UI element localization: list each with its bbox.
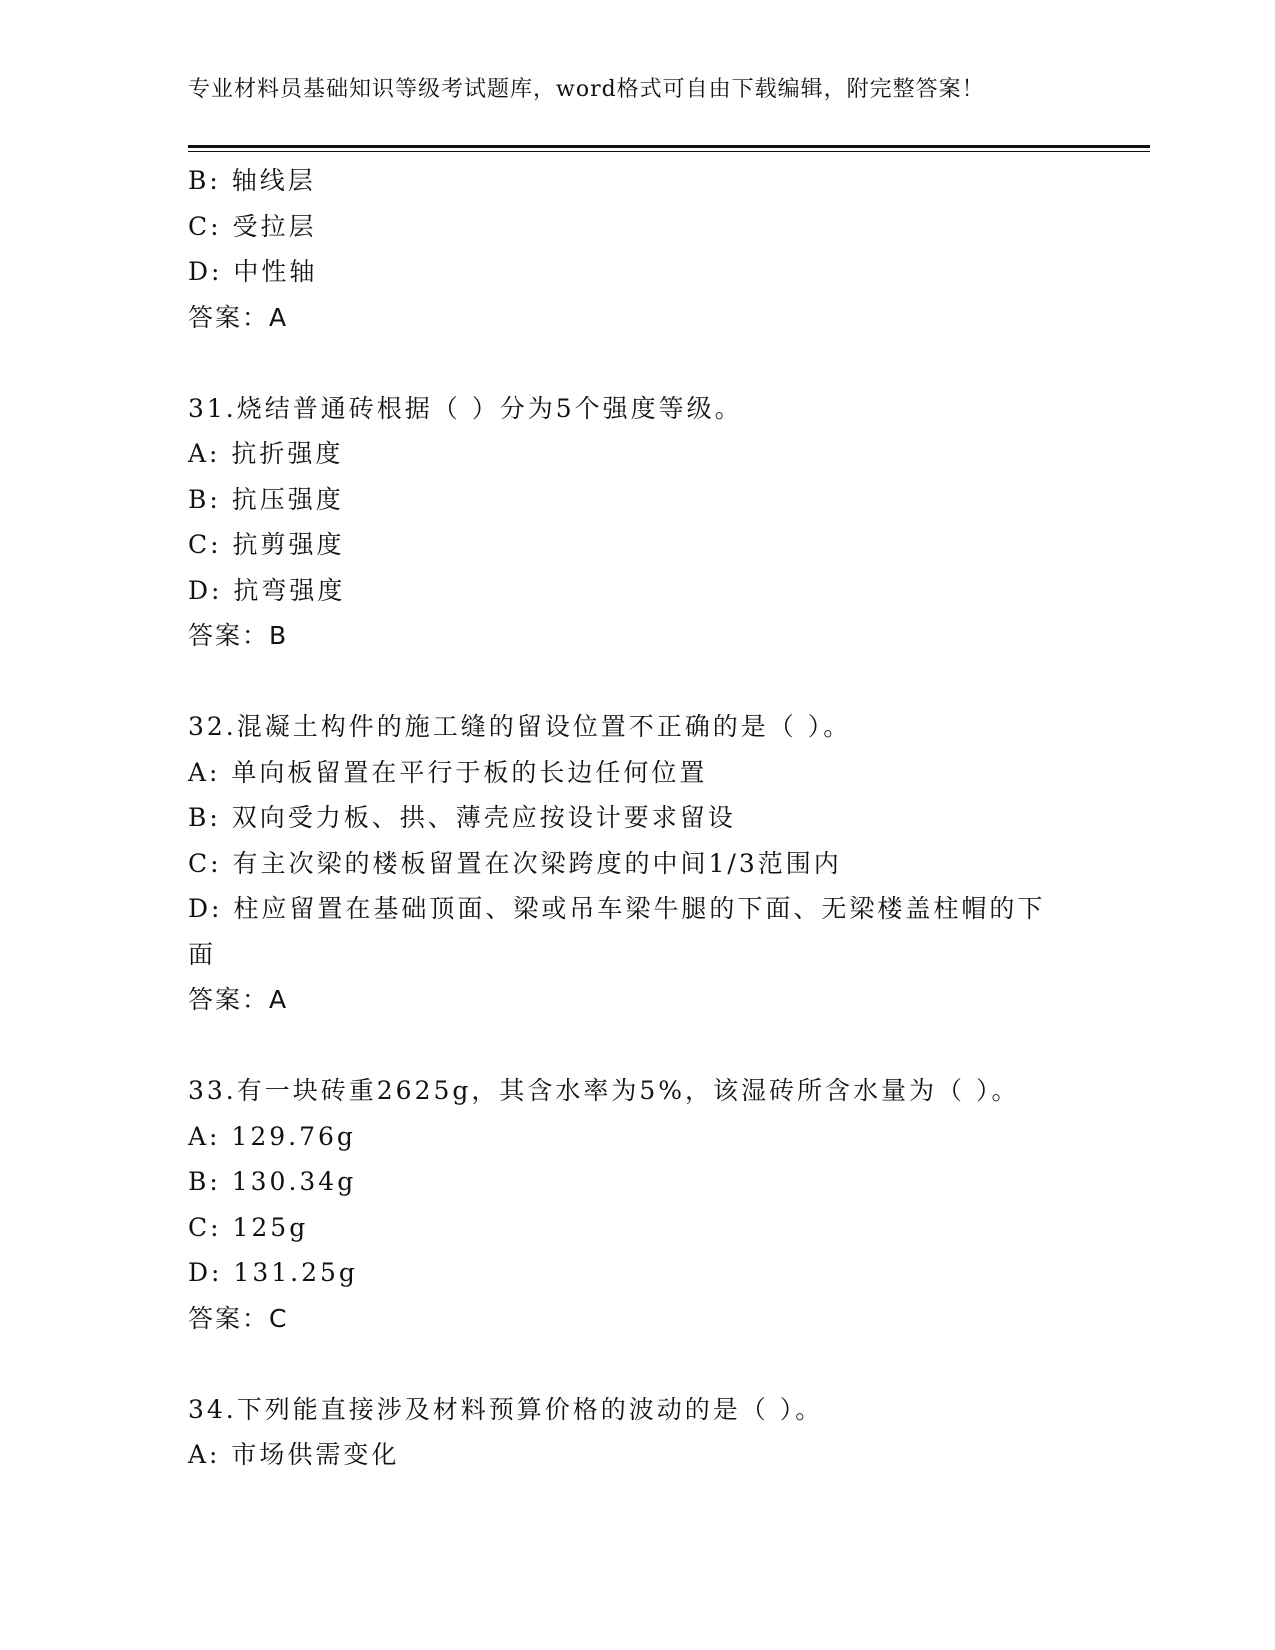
answer-line: 答案：C <box>188 1303 289 1333</box>
option-b: B: 双向受力板、拱、薄壳应按设计要求留设 <box>188 803 736 832</box>
option-a: A: 单向板留置在平行于板的长边任何位置 <box>188 757 708 787</box>
option-b: B: 轴线层 <box>188 166 316 195</box>
question-stem: 31.烧结普通砖根据（ ）分为5个强度等级。 <box>188 393 743 423</box>
option-a: A: 抗折强度 <box>188 439 344 468</box>
header-rule-thick <box>188 145 1150 148</box>
option-c: C: 125g <box>188 1212 309 1242</box>
option-c: C: 有主次梁的楼板留置在次梁跨度的中间1/3范围内 <box>188 848 842 878</box>
option-c: C: 受拉层 <box>188 211 317 241</box>
spacer <box>188 1341 1088 1387</box>
spacer <box>188 1023 1088 1069</box>
option-b: B: 130.34g <box>188 1167 357 1196</box>
option-a: A: 市场供需变化 <box>188 1440 400 1469</box>
question-34 <box>188 1387 1088 1478</box>
option-c: C: 抗剪强度 <box>188 530 345 559</box>
spacer <box>188 340 1088 386</box>
question-stem: 34.下列能直接涉及材料预算价格的波动的是（ ）。 <box>188 1394 824 1424</box>
question-31 <box>188 386 1088 659</box>
spacer <box>188 659 1088 705</box>
question-stem: 32.混凝土构件的施工缝的留设位置不正确的是（ ）。 <box>188 712 852 741</box>
question-33 <box>188 1068 1088 1341</box>
option-d: D: 中性轴 <box>188 257 318 286</box>
question-30-continued <box>188 158 1088 340</box>
page-header: 专业材料员基础知识等级考试题库，word格式可自由下载编辑，附完整答案！ <box>188 77 985 102</box>
question-stem: 33.有一块砖重2625g，其含水率为5%，该湿砖所含水量为（ ）。 <box>188 1076 1020 1105</box>
question-32 <box>188 704 1088 1023</box>
header-rule-thin <box>188 151 1150 152</box>
option-a: A: 129.76g <box>188 1121 356 1151</box>
answer-line: 答案：A <box>188 985 289 1014</box>
option-d: D: 抗弯强度 <box>188 575 346 605</box>
answer-line: 答案：B <box>188 621 289 650</box>
option-d: D: 131.25g <box>188 1258 358 1287</box>
option-d: D: 柱应留置在基础顶面、梁或吊车梁牛腿的下面、无梁楼盖柱帽的下面 <box>188 894 1046 969</box>
answer-line: 答案：A <box>188 302 289 332</box>
option-b: B: 抗压强度 <box>188 484 344 514</box>
question-list <box>188 158 1088 1478</box>
